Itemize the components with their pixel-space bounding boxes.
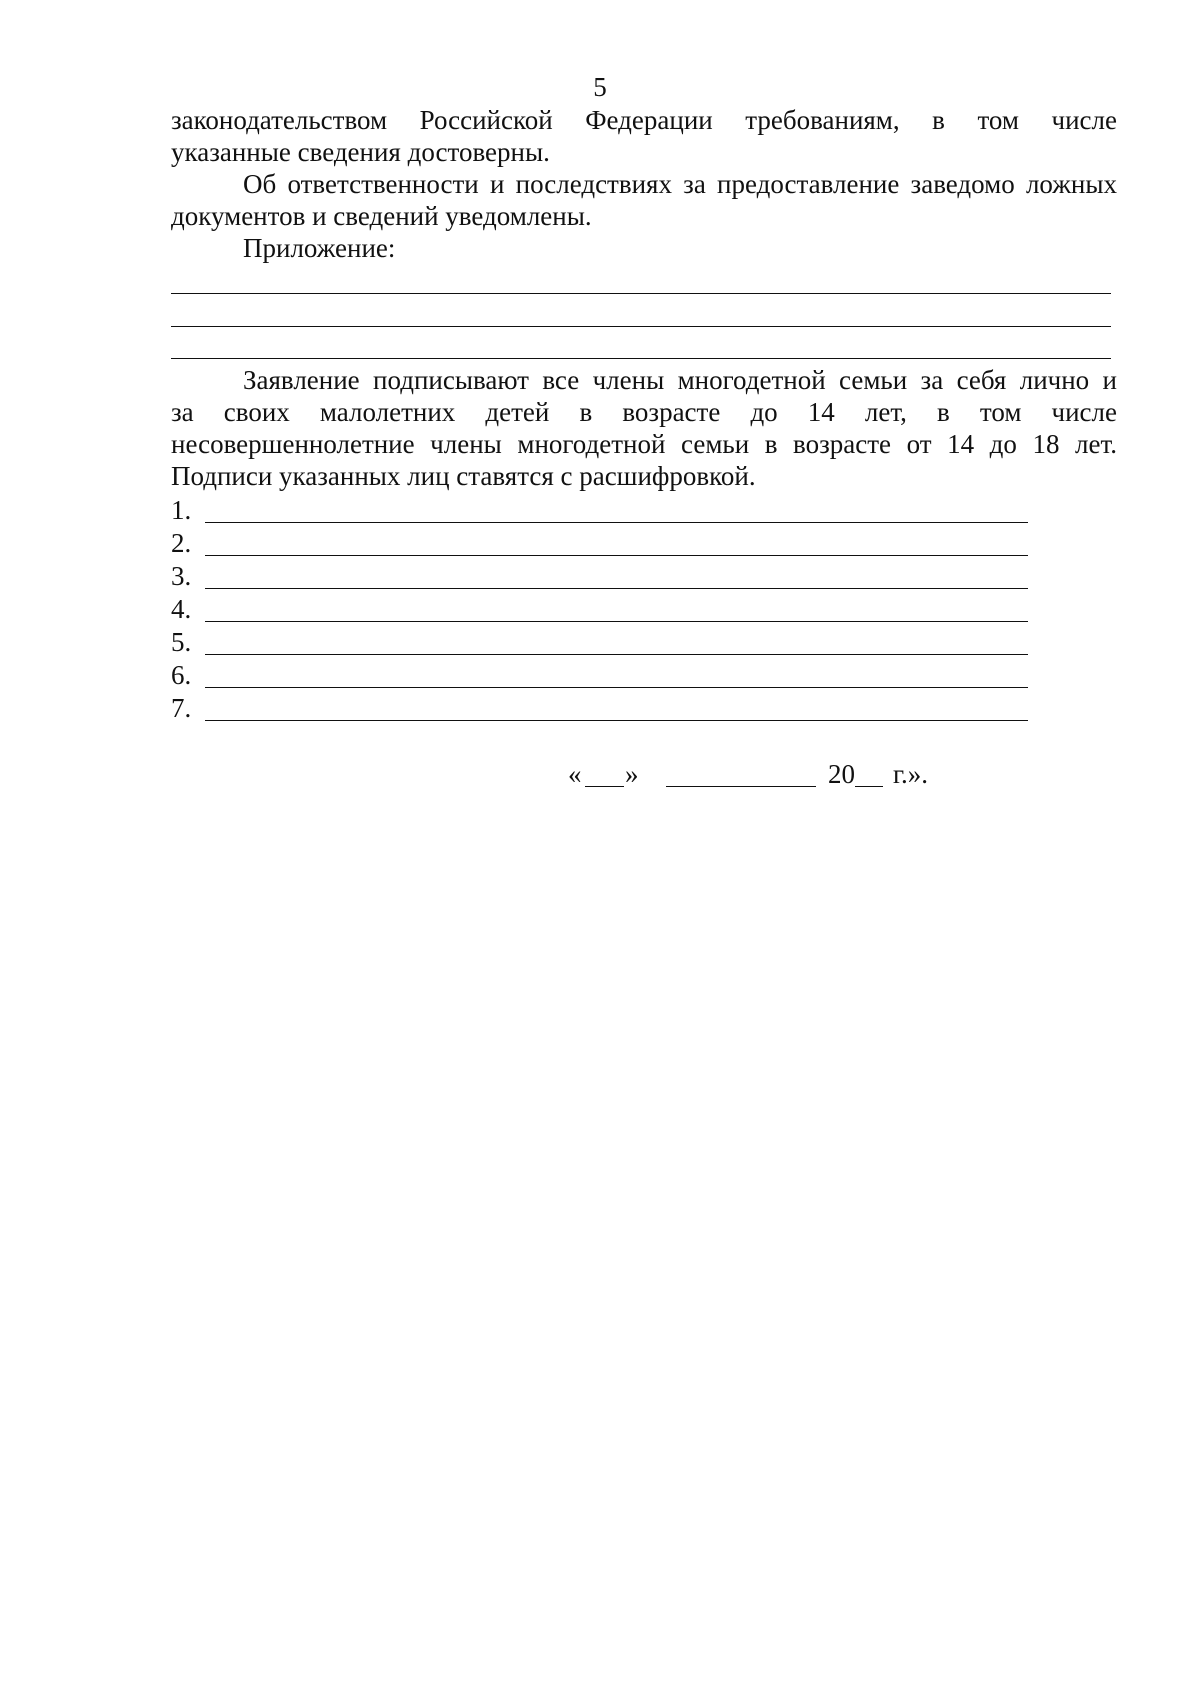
signature-blank-line[interactable] — [205, 522, 1028, 523]
month-blank[interactable] — [666, 786, 816, 787]
date-suffix: г.». — [893, 759, 929, 789]
year-blank[interactable] — [855, 786, 883, 787]
year-prefix: 20 — [828, 759, 855, 789]
signature-number: 6. — [171, 660, 192, 690]
signature-number: 4. — [171, 594, 192, 624]
paragraph-line: указанные сведения достоверны. — [171, 137, 550, 167]
signature-number: 5. — [171, 627, 192, 657]
signature-row — [171, 692, 1031, 724]
signature-blank-line[interactable] — [205, 720, 1028, 721]
signature-number: 1. — [171, 495, 192, 525]
signature-row — [171, 626, 1031, 658]
paragraph-continuation — [171, 104, 1117, 168]
paragraph-line: за своих малолетних детей в возрасте до 14 лет, в том числе — [171, 397, 1117, 427]
signature-row — [171, 659, 1031, 691]
signature-number: 7. — [171, 693, 192, 723]
paragraph-responsibility — [171, 168, 1117, 232]
date-open-quote: « — [568, 759, 582, 789]
paragraph-line: Заявление подписывают все члены многодетной семьи за себя лично и — [243, 365, 1117, 395]
day-blank[interactable] — [585, 786, 624, 787]
signature-blank-line[interactable] — [205, 588, 1028, 589]
date-line — [568, 758, 988, 792]
signature-blank-line[interactable] — [205, 555, 1028, 556]
attachment-label: Приложение: — [243, 233, 396, 263]
page-number: 5 — [593, 72, 607, 102]
attachment-blank-line[interactable] — [171, 293, 1111, 294]
signature-blank-line[interactable] — [205, 687, 1028, 688]
signature-row — [171, 494, 1031, 526]
paragraph-line: законодательством Российской Федерации требованиям, в том числе — [171, 105, 1117, 135]
paragraph-line: Подписи указанных лиц ставятся с расшифровкой. — [171, 461, 756, 491]
signature-number: 3. — [171, 561, 192, 591]
paragraph-line: документов и сведений уведомлены. — [171, 201, 592, 231]
signature-row — [171, 593, 1031, 625]
paragraph-line: Об ответственности и последствиях за предоставление заведомо ложных — [243, 169, 1117, 199]
paragraph-signatures-instruction — [171, 364, 1117, 492]
signature-row — [171, 527, 1031, 559]
signature-row — [171, 560, 1031, 592]
date-close-quote: » — [625, 759, 639, 789]
paragraph-line: несовершеннолетние члены многодетной семьи в возрасте от 14 до 18 лет. — [171, 429, 1117, 459]
attachment-section — [171, 232, 1117, 264]
signature-blank-line[interactable] — [205, 621, 1028, 622]
attachment-blank-line[interactable] — [171, 326, 1111, 327]
attachment-blank-line[interactable] — [171, 358, 1111, 359]
signature-blank-line[interactable] — [205, 654, 1028, 655]
signature-number: 2. — [171, 528, 192, 558]
